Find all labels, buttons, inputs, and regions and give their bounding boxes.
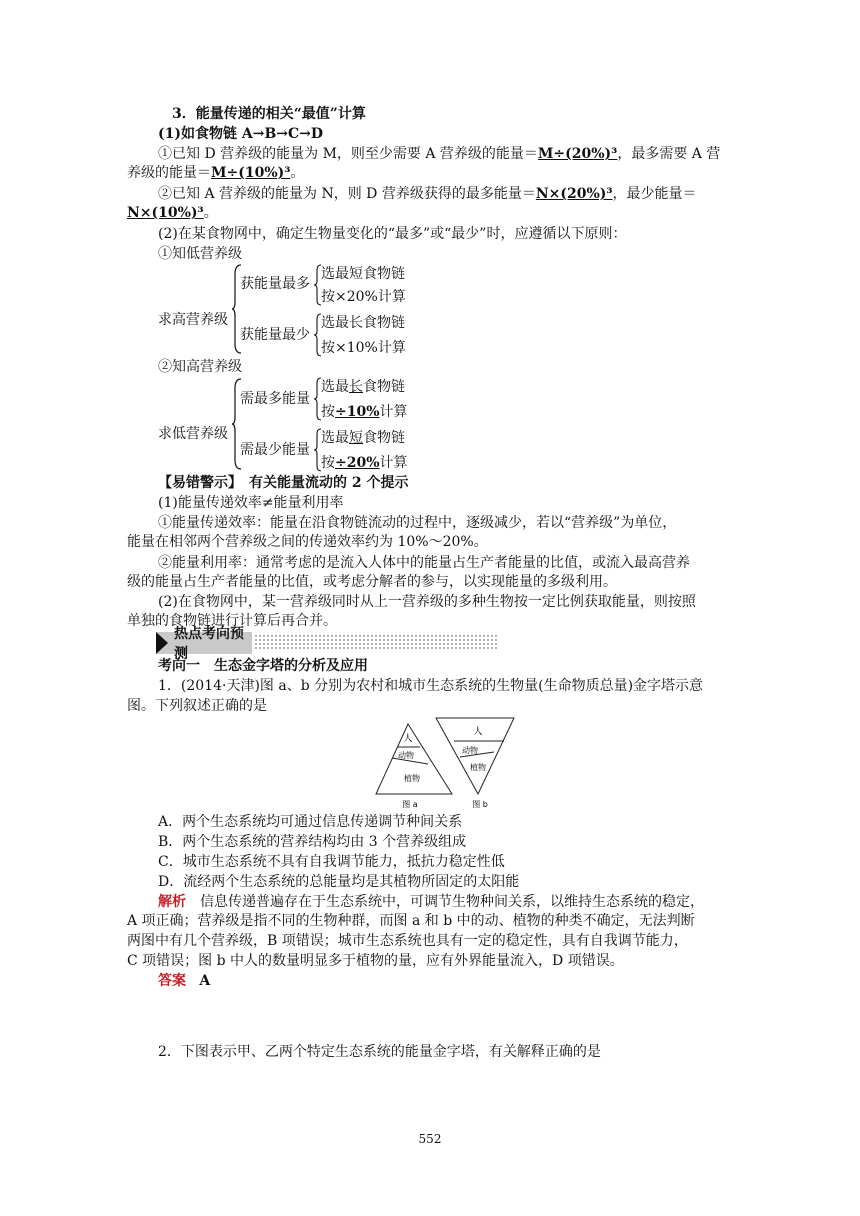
paragraph: N×(10%)³。 [127, 205, 218, 221]
paragraph: 级的能量占生产者能量的比值，或考虑分解者的参与，以实现能量的多级利用。 [127, 574, 617, 590]
page-number: 552 [418, 1132, 442, 1146]
diagram-heading: ②知高营养级 [158, 359, 242, 375]
paragraph: 能量在相邻两个营养级之间的传递效率约为 10%～20%。 [127, 534, 488, 550]
pyramid-figures [368, 712, 524, 812]
brace-leaf: 按×10%计算 [321, 340, 406, 356]
analysis: 解析 信息传递普遍存在于生态系统中，可调节生物种间关系，以维持生态系统的稳定， [158, 894, 704, 910]
paragraph: (2)在食物网中，某一营养级同时从上一营养级的多种生物按一定比例获取能量，则按照 [158, 594, 696, 610]
paragraph: ①已知 D 营养级的能量为 M，则至少需要 A 营养级的能量＝M÷(20%)³，最多需要 A 营 [158, 146, 721, 162]
answer-label: 答案 [158, 973, 186, 989]
pyramid-a-people: 人 [403, 734, 413, 744]
hot-topic-tag [156, 626, 252, 662]
brace-leaf: 按×20%计算 [321, 289, 406, 305]
answer [158, 971, 210, 991]
brace-root: 求低营养级 [158, 426, 228, 442]
option-a: A．两个生态系统均可通过信息传递调节种间关系 [158, 814, 463, 830]
option-c: C．城市生态系统不具有自我调节能力，抵抗力稳定性低 [158, 854, 505, 870]
question-stem: 2．下图表示甲、乙两个特定生态系统的能量金字塔，有关解释正确的是 [158, 1044, 601, 1060]
paragraph: ②能量利用率：通常考虑的是流入人体中的能量占生产者能量的比值，或流入最高营养 [158, 555, 690, 571]
diagram-heading: ①知低营养级 [158, 246, 242, 262]
pyramid-a-plant: 植物 [404, 774, 420, 783]
analysis-label: 解析 [158, 894, 186, 910]
paragraph: 单独的食物链进行计算后再合并。 [127, 613, 337, 629]
paragraph: ②已知 A 营养级的能量为 N，则 D 营养级获得的最多能量＝N×(20%)³，最少能量＝ [158, 186, 697, 202]
brace-leaf: 选最长食物链 [321, 379, 405, 395]
pyramid-a-animal: 动物 [398, 751, 414, 760]
pyramid-a-caption: 图 a [402, 800, 418, 809]
brace-branch: 需最少能量 [240, 442, 310, 458]
dotted-divider [254, 634, 498, 650]
brace-root: 求高营养级 [158, 312, 228, 328]
paragraph: 养级的能量＝M÷(10%)³。 [127, 165, 305, 181]
brace-branch: 需最多能量 [240, 391, 310, 407]
brace-leaf: 按÷10%计算 [321, 404, 408, 420]
option-d: D．流经两个生态系统的总能量均是其植物所固定的太阳能 [158, 874, 520, 890]
brace-leaf: 选最长食物链 [321, 315, 405, 331]
brace-leaf: 选最短食物链 [321, 430, 405, 446]
hot-topic-label: 热点考向预测 [174, 626, 244, 662]
direction-heading: 考向一 生态金字塔的分析及应用 [158, 658, 368, 674]
pyramid-b-caption: 图 b [472, 800, 488, 809]
analysis: A 项正确；营养级是指不同的生物种群，而图 a 和 b 中的动、植物的种类不确定，无法判断 [127, 913, 695, 929]
brace-leaf: 按÷20%计算 [321, 455, 408, 471]
pyramid-b-people: 人 [473, 727, 483, 737]
analysis: C 项错误；图 b 中人的数量明显多于植物的量，应有外界能量流入，D 项错误。 [127, 953, 624, 969]
pyramid-b-animal: 动物 [462, 746, 478, 755]
pyramid-b [436, 718, 514, 809]
question-stem: 1．(2014·天津)图 a、b 分别为农村和城市生态系统的生物量(生命物质总量)金字塔示意 [158, 678, 704, 694]
paragraph: (2)在某食物网中，确定生物量变化的“最多”或“最少”时，应遵循以下原则： [158, 226, 627, 242]
pyramid-b-plant: 植物 [470, 763, 486, 772]
brace-branch: 获能量最少 [240, 327, 310, 343]
option-b: B．两个生态系统的营养结构均由 3 个营养级组成 [158, 834, 467, 850]
brace-branch: 获能量最多 [240, 276, 310, 292]
brace-leaf: 选最短食物链 [321, 266, 405, 282]
answer-value: A [199, 973, 211, 989]
paragraph: (1)如食物链 A→B→C→D [158, 126, 324, 142]
warning-title: 【易错警示】 有关能量流动的 2 个提示 [158, 475, 409, 491]
paragraph: (1)能量传递效率≠能量利用率 [158, 495, 344, 511]
section-title: 3．能量传递的相关“最值”计算 [172, 106, 366, 122]
analysis: 两图中有几个营养级，B 项错误；城市生态系统也具有一定的稳定性，具有自我调节能力， [127, 933, 688, 949]
pyramid-a [376, 724, 452, 809]
arrow-icon [156, 632, 168, 654]
paragraph: ①能量传递效率：能量在沿食物链流动的过程中，逐级减少，若以“营养级”为单位， [158, 515, 677, 531]
question-stem: 图。下列叙述正确的是 [127, 698, 267, 714]
